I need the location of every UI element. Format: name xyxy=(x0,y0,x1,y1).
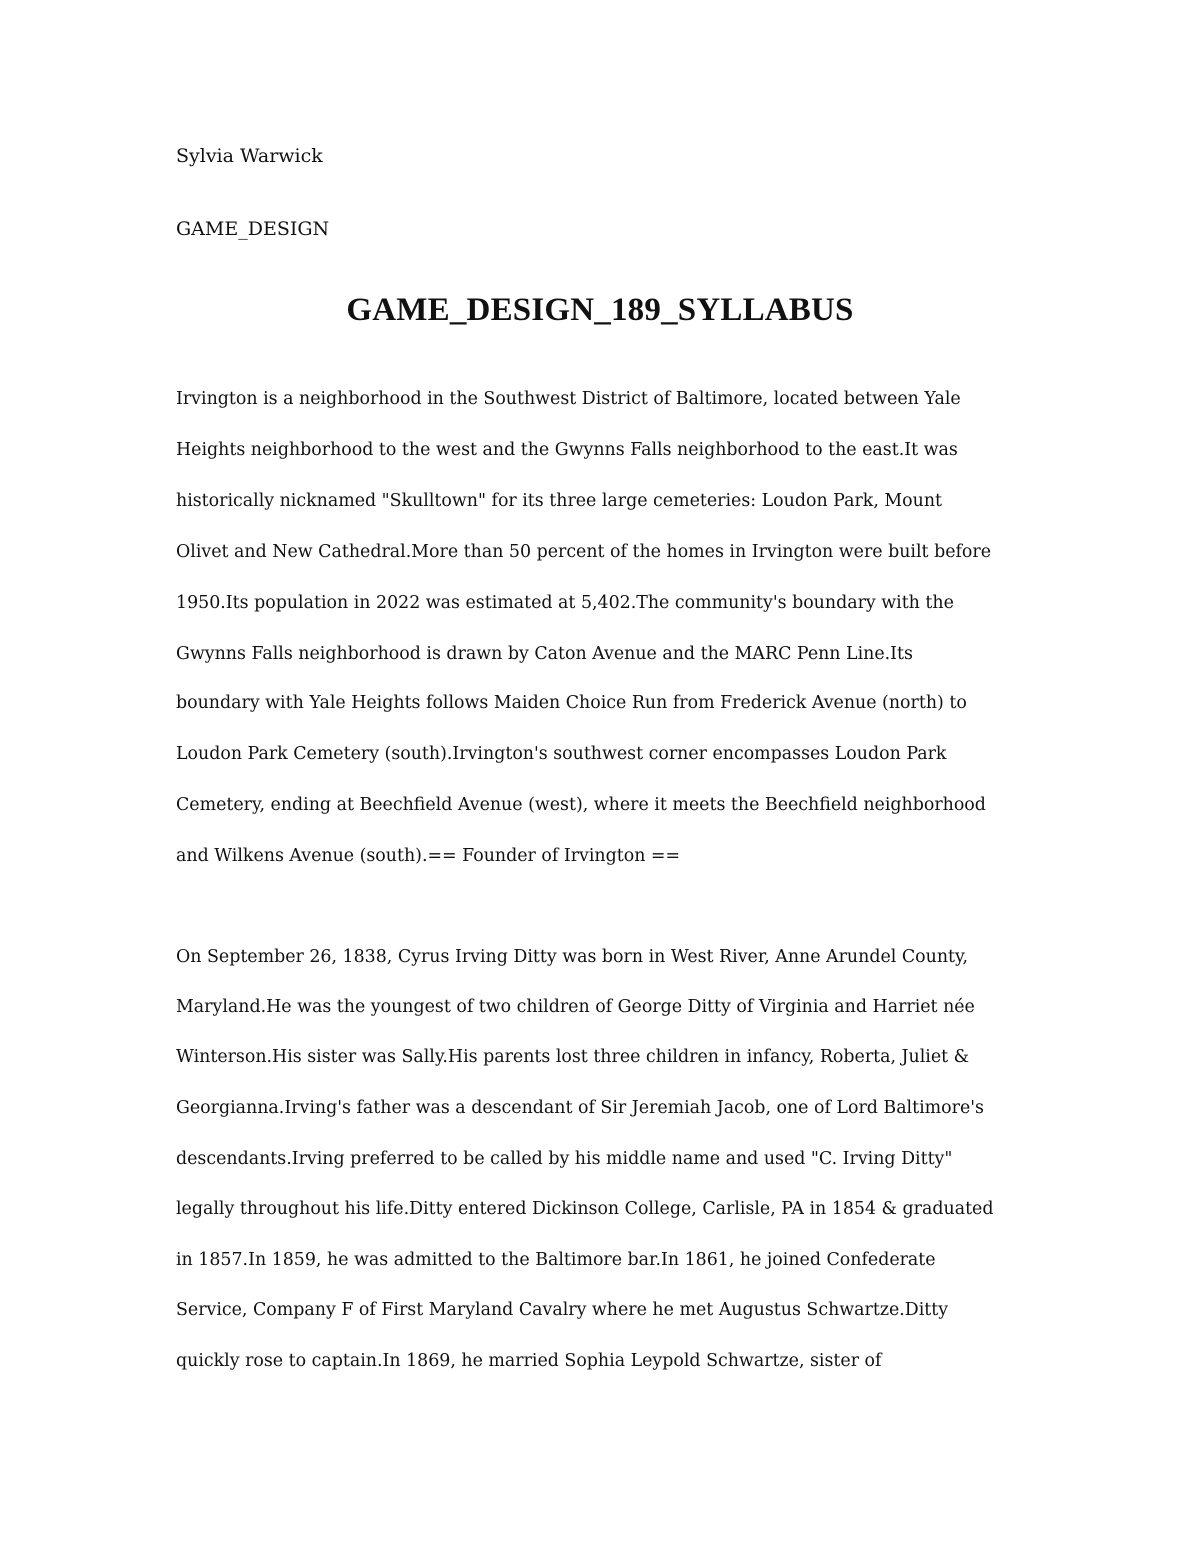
paragraph-line: Gwynns Falls neighborhood is drawn by Caton Avenue and the MARC Penn Line.Its xyxy=(176,644,913,664)
paragraph-line: historically nicknamed "Skulltown" for its three large cemeteries: Loudon Park, Mount xyxy=(176,491,943,511)
author-name: Sylvia Warwick xyxy=(176,145,323,167)
paragraph-line: Service, Company F of First Maryland Cavalry where he met Augustus Schwartze.Ditty xyxy=(176,1300,949,1320)
paragraph-line: Winterson.His sister was Sally.His parents lost three children in infancy, Roberta, Juliet & xyxy=(176,1047,970,1067)
paragraph-line: Olivet and New Cathedral.More than 50 percent of the homes in Irvington were built before xyxy=(176,542,992,562)
paragraph-line: legally throughout his life.Ditty entered Dickinson College, Carlisle, PA in 1854 & graduated xyxy=(176,1199,994,1219)
paragraph-line: in 1857.In 1859, he was admitted to the Baltimore bar.In 1861, he joined Confederate xyxy=(176,1250,936,1270)
paragraph-line: quickly rose to captain.In 1869, he married Sophia Leypold Schwartze, sister of xyxy=(176,1351,882,1371)
document-title: GAME_DESIGN_189_SYLLABUS xyxy=(346,292,854,328)
paragraph-line: Cemetery, ending at Beechfield Avenue (west), where it meets the Beechfield neighborhood xyxy=(176,795,986,815)
paragraph-line: Georgianna.Irving's father was a descendant of Sir Jeremiah Jacob, one of Lord Baltimore's xyxy=(176,1098,984,1118)
course-name: GAME_DESIGN xyxy=(176,218,330,240)
paragraph-line: Heights neighborhood to the west and the Gwynns Falls neighborhood to the east.It was xyxy=(176,440,958,460)
paragraph-line: descendants.Irving preferred to be called by his middle name and used "C. Irving Ditty" xyxy=(176,1149,953,1169)
paragraph-line: 1950.Its population in 2022 was estimated at 5,402.The community's boundary with the xyxy=(176,593,954,613)
paragraph-line: Maryland.He was the youngest of two children of George Ditty of Virginia and Harriet née xyxy=(176,997,975,1017)
paragraph-line: and Wilkens Avenue (south).== Founder of Irvington == xyxy=(176,846,681,866)
paragraph-line: Loudon Park Cemetery (south).Irvington's southwest corner encompasses Loudon Park xyxy=(176,744,947,764)
paragraph-line: Irvington is a neighborhood in the Southwest District of Baltimore, located between Yale xyxy=(176,389,961,409)
paragraph-line: On September 26, 1838, Cyrus Irving Ditty was born in West River, Anne Arundel County, xyxy=(176,947,969,967)
paragraph-line: boundary with Yale Heights follows Maiden Choice Run from Frederick Avenue (north) to xyxy=(176,693,967,713)
